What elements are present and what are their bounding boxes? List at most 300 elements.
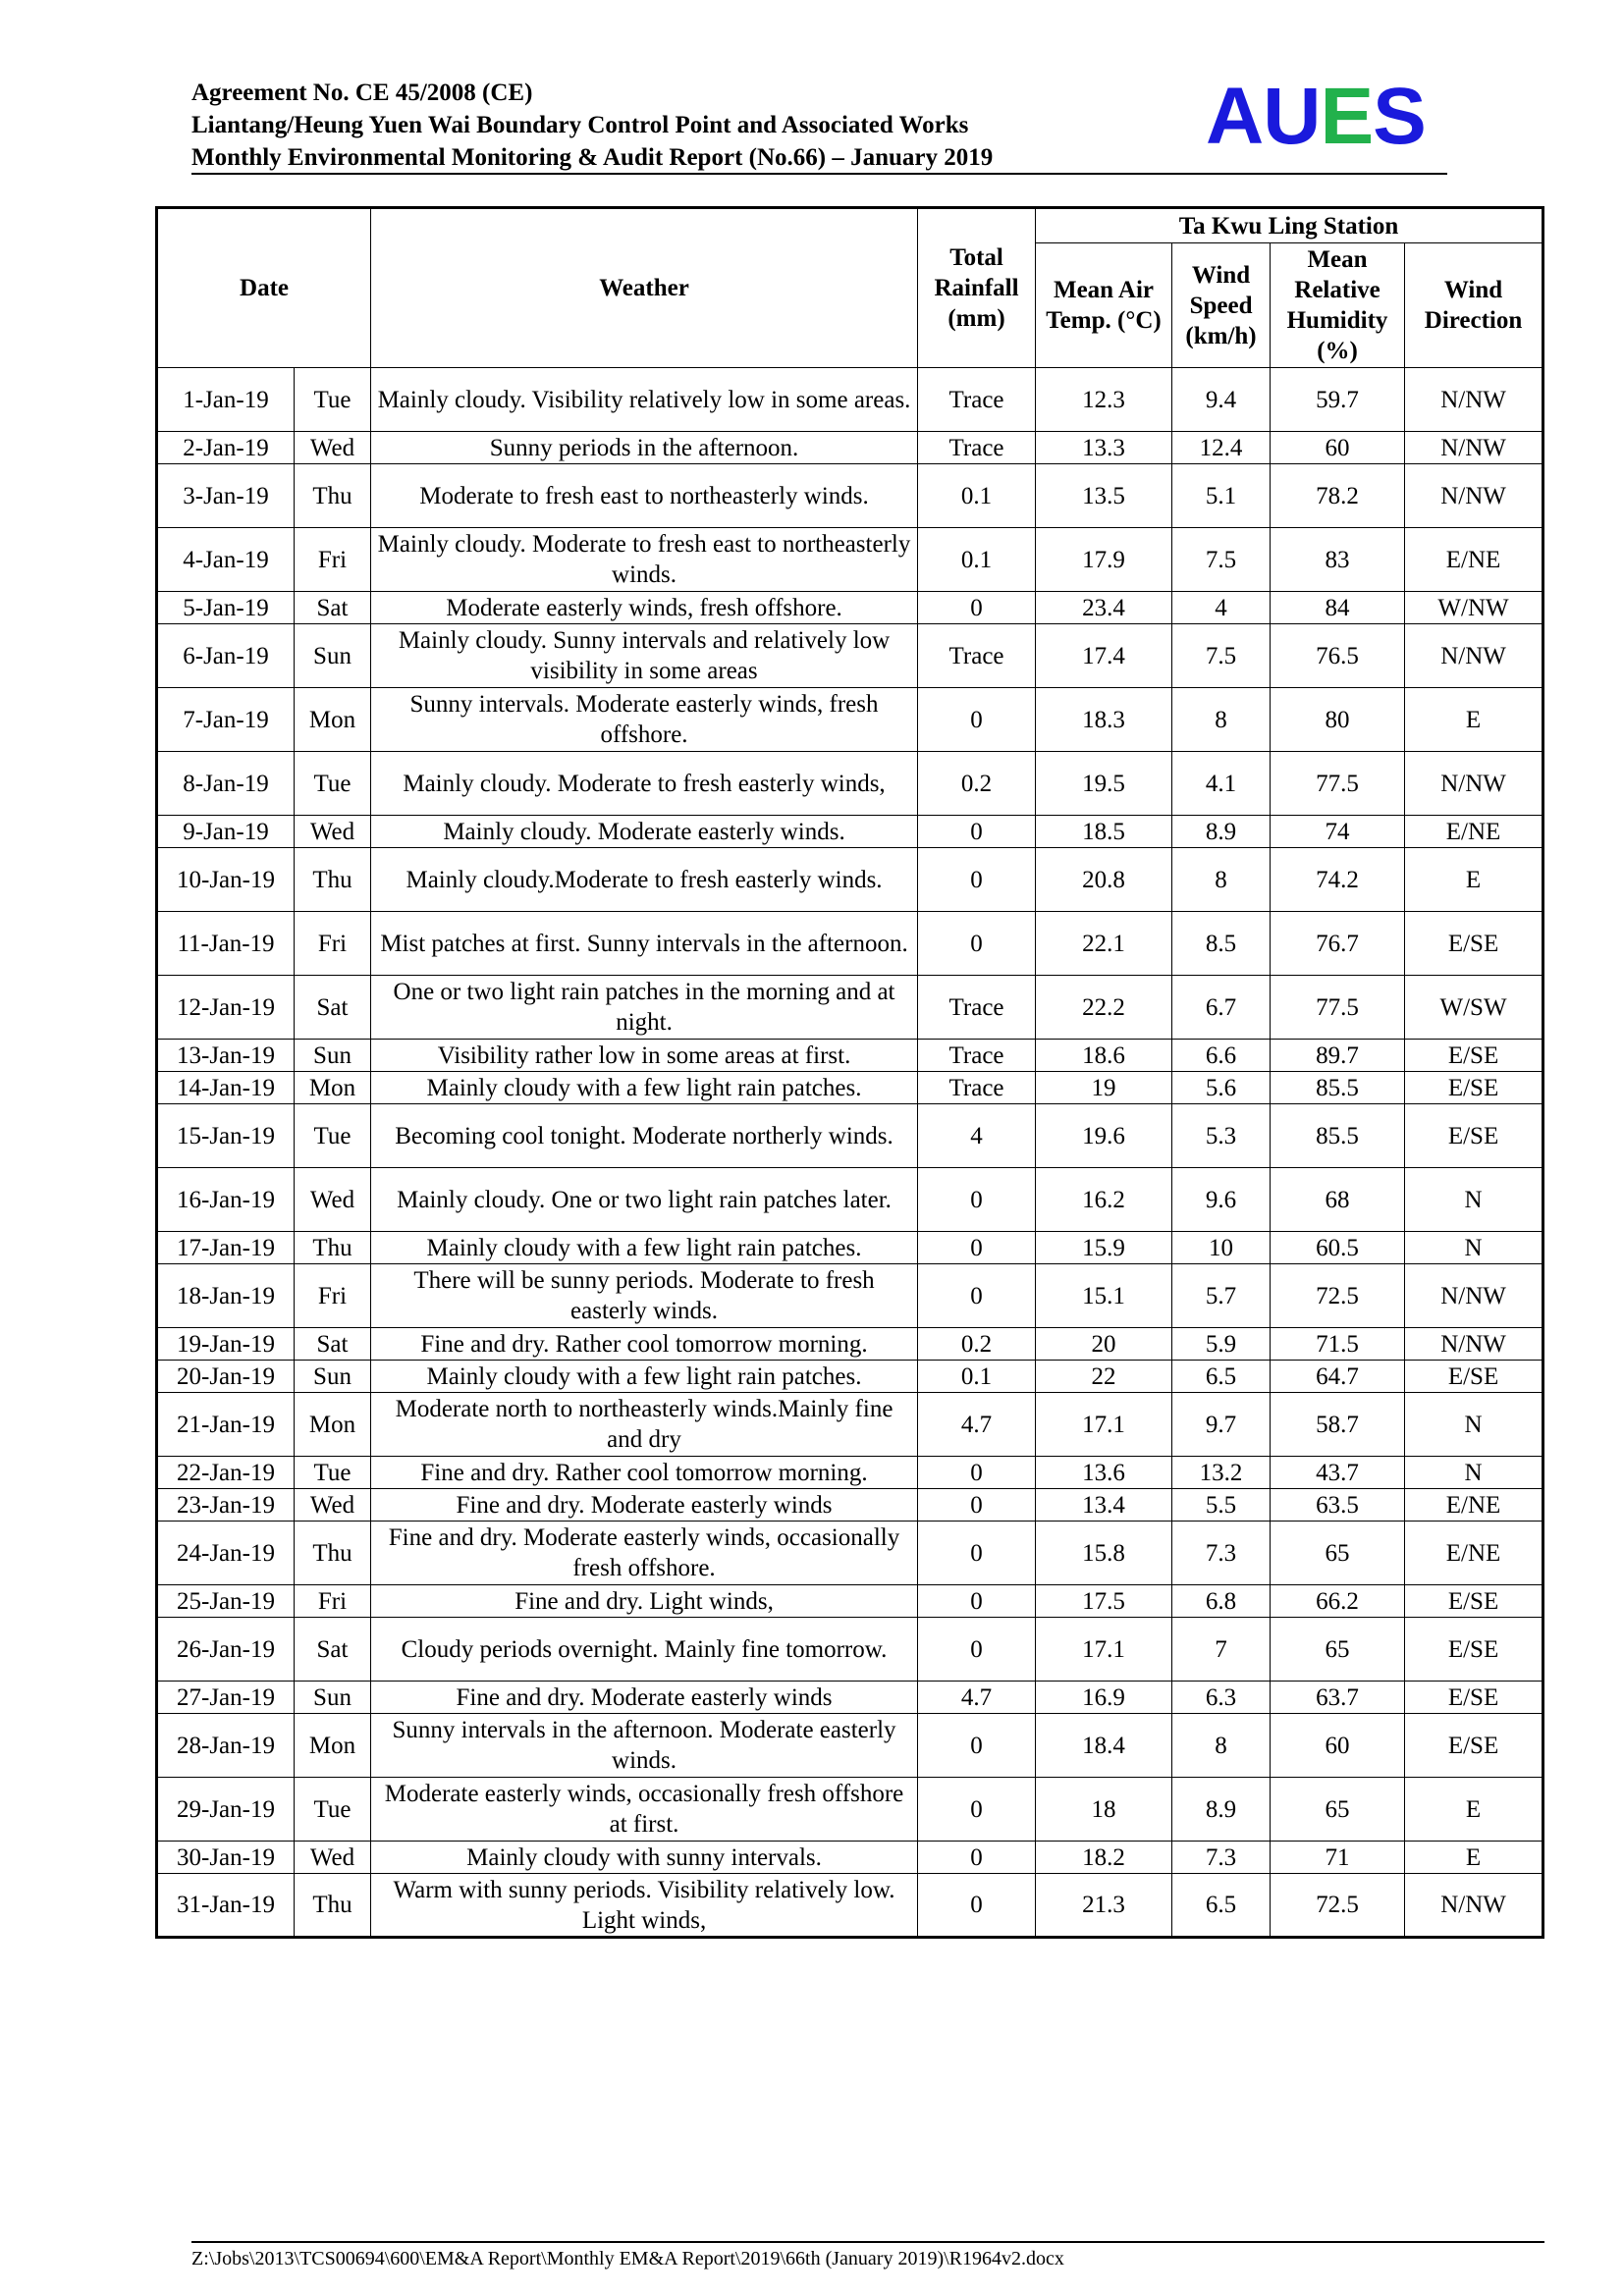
temp-cell: 22 xyxy=(1036,1361,1172,1393)
wind-direction-cell: N/NW xyxy=(1405,464,1543,528)
wind-direction-cell: E/NE xyxy=(1405,528,1543,592)
rainfall-cell: 0 xyxy=(918,1842,1036,1874)
wind-speed-cell: 9.6 xyxy=(1172,1168,1271,1232)
weather-cell: Mainly cloudy. Moderate to fresh east to northeasterly winds. xyxy=(371,528,918,592)
table-row xyxy=(157,1682,1543,1714)
table-row xyxy=(157,1585,1543,1618)
day-cell: Wed xyxy=(295,816,371,848)
day-cell: Tue xyxy=(295,1778,371,1842)
header-wind-speed: Wind Speed (km/h) xyxy=(1172,243,1271,368)
temp-cell: 13.3 xyxy=(1036,432,1172,464)
rainfall-cell: Trace xyxy=(918,432,1036,464)
wind-speed-cell: 6.5 xyxy=(1172,1874,1271,1938)
weather-cell: Mainly cloudy with sunny intervals. xyxy=(371,1842,918,1874)
temp-cell: 17.1 xyxy=(1036,1393,1172,1457)
table-row xyxy=(157,1072,1543,1104)
weather-cell: Mainly cloudy with a few light rain patches. xyxy=(371,1361,918,1393)
logo-letter: U xyxy=(1263,72,1321,161)
weather-cell: Mainly cloudy. Moderate easterly winds. xyxy=(371,816,918,848)
day-cell: Thu xyxy=(295,464,371,528)
date-cell: 19-Jan-19 xyxy=(157,1328,295,1361)
wind-direction-cell: N xyxy=(1405,1168,1543,1232)
wind-direction-cell: E/SE xyxy=(1405,1361,1543,1393)
wind-direction-cell: E/NE xyxy=(1405,1489,1543,1522)
rainfall-cell: Trace xyxy=(918,976,1036,1040)
temp-cell: 15.1 xyxy=(1036,1264,1172,1328)
header-weather: Weather xyxy=(371,208,918,368)
temp-cell: 23.4 xyxy=(1036,592,1172,624)
date-cell: 30-Jan-19 xyxy=(157,1842,295,1874)
date-cell: 11-Jan-19 xyxy=(157,912,295,976)
rainfall-cell: 0 xyxy=(918,688,1036,752)
wind-direction-cell: W/SW xyxy=(1405,976,1543,1040)
weather-cell: Mainly cloudy with a few light rain patches. xyxy=(371,1232,918,1264)
wind-direction-cell: N/NW xyxy=(1405,1874,1543,1938)
wind-speed-cell: 7.5 xyxy=(1172,624,1271,688)
wind-speed-cell: 5.7 xyxy=(1172,1264,1271,1328)
logo-letter: E xyxy=(1320,72,1374,161)
day-cell: Mon xyxy=(295,1072,371,1104)
humidity-cell: 74.2 xyxy=(1271,848,1405,912)
weather-cell: Moderate north to northeasterly winds.Mainly fine and dry xyxy=(371,1393,918,1457)
wind-direction-cell: N/NW xyxy=(1405,432,1543,464)
wind-speed-cell: 8 xyxy=(1172,848,1271,912)
date-cell: 20-Jan-19 xyxy=(157,1361,295,1393)
date-cell: 2-Jan-19 xyxy=(157,432,295,464)
table-row xyxy=(157,752,1543,816)
day-cell: Fri xyxy=(295,528,371,592)
humidity-cell: 80 xyxy=(1271,688,1405,752)
table-row xyxy=(157,1522,1543,1585)
weather-cell: Mainly cloudy. One or two light rain patches later. xyxy=(371,1168,918,1232)
rainfall-cell: 0 xyxy=(918,816,1036,848)
weather-cell: Sunny intervals in the afternoon. Moderate easterly winds. xyxy=(371,1714,918,1778)
date-cell: 23-Jan-19 xyxy=(157,1489,295,1522)
wind-direction-cell: E/SE xyxy=(1405,1682,1543,1714)
rainfall-cell: Trace xyxy=(918,1040,1036,1072)
day-cell: Sun xyxy=(295,1682,371,1714)
wind-speed-cell: 5.5 xyxy=(1172,1489,1271,1522)
wind-direction-cell: E/SE xyxy=(1405,1040,1543,1072)
table-row xyxy=(157,1489,1543,1522)
date-cell: 3-Jan-19 xyxy=(157,464,295,528)
day-cell: Sun xyxy=(295,1361,371,1393)
humidity-cell: 72.5 xyxy=(1271,1874,1405,1938)
weather-cell: Fine and dry. Moderate easterly winds xyxy=(371,1489,918,1522)
temp-cell: 17.1 xyxy=(1036,1618,1172,1682)
rainfall-cell: 4 xyxy=(918,1104,1036,1168)
table-row xyxy=(157,1264,1543,1328)
weather-cell: Cloudy periods overnight. Mainly fine tomorrow. xyxy=(371,1618,918,1682)
rainfall-cell: Trace xyxy=(918,624,1036,688)
day-cell: Fri xyxy=(295,1585,371,1618)
project-title: Liantang/Heung Yuen Wai Boundary Control Point and Associated Works xyxy=(191,112,969,138)
humidity-cell: 72.5 xyxy=(1271,1264,1405,1328)
wind-speed-cell: 6.3 xyxy=(1172,1682,1271,1714)
weather-cell: Fine and dry. Light winds, xyxy=(371,1585,918,1618)
date-cell: 16-Jan-19 xyxy=(157,1168,295,1232)
table-row xyxy=(157,976,1543,1040)
wind-direction-cell: E/SE xyxy=(1405,1104,1543,1168)
temp-cell: 13.4 xyxy=(1036,1489,1172,1522)
temp-cell: 15.8 xyxy=(1036,1522,1172,1585)
date-cell: 1-Jan-19 xyxy=(157,368,295,432)
wind-speed-cell: 7.3 xyxy=(1172,1522,1271,1585)
table-row xyxy=(157,592,1543,624)
wind-speed-cell: 10 xyxy=(1172,1232,1271,1264)
wind-speed-cell: 12.4 xyxy=(1172,432,1271,464)
wind-speed-cell: 7 xyxy=(1172,1618,1271,1682)
day-cell: Fri xyxy=(295,912,371,976)
rainfall-cell: 0 xyxy=(918,592,1036,624)
date-cell: 21-Jan-19 xyxy=(157,1393,295,1457)
wind-direction-cell: E xyxy=(1405,1778,1543,1842)
humidity-cell: 65 xyxy=(1271,1522,1405,1585)
temp-cell: 19.6 xyxy=(1036,1104,1172,1168)
day-cell: Sat xyxy=(295,976,371,1040)
rainfall-cell: 0 xyxy=(918,1618,1036,1682)
wind-speed-cell: 8 xyxy=(1172,1714,1271,1778)
date-cell: 18-Jan-19 xyxy=(157,1264,295,1328)
wind-direction-cell: E/NE xyxy=(1405,1522,1543,1585)
day-cell: Thu xyxy=(295,1522,371,1585)
temp-cell: 17.4 xyxy=(1036,624,1172,688)
humidity-cell: 68 xyxy=(1271,1168,1405,1232)
humidity-cell: 78.2 xyxy=(1271,464,1405,528)
date-cell: 29-Jan-19 xyxy=(157,1778,295,1842)
rainfall-cell: 0 xyxy=(918,1457,1036,1489)
wind-speed-cell: 8.9 xyxy=(1172,1778,1271,1842)
rainfall-cell: 0.1 xyxy=(918,528,1036,592)
weather-cell: Moderate easterly winds, occasionally fresh offshore at first. xyxy=(371,1778,918,1842)
date-cell: 7-Jan-19 xyxy=(157,688,295,752)
wind-speed-cell: 8 xyxy=(1172,688,1271,752)
rainfall-cell: 0.2 xyxy=(918,1328,1036,1361)
humidity-cell: 63.7 xyxy=(1271,1682,1405,1714)
wind-direction-cell: E/SE xyxy=(1405,912,1543,976)
table-row xyxy=(157,528,1543,592)
wind-speed-cell: 5.1 xyxy=(1172,464,1271,528)
weather-cell: Mainly cloudy.Moderate to fresh easterly winds. xyxy=(371,848,918,912)
humidity-cell: 63.5 xyxy=(1271,1489,1405,1522)
temp-cell: 16.9 xyxy=(1036,1682,1172,1714)
wind-direction-cell: N/NW xyxy=(1405,624,1543,688)
date-cell: 15-Jan-19 xyxy=(157,1104,295,1168)
wind-direction-cell: N xyxy=(1405,1457,1543,1489)
table-row xyxy=(157,816,1543,848)
table-row xyxy=(157,432,1543,464)
day-cell: Mon xyxy=(295,1714,371,1778)
day-cell: Wed xyxy=(295,1489,371,1522)
date-cell: 24-Jan-19 xyxy=(157,1522,295,1585)
wind-direction-cell: N xyxy=(1405,1232,1543,1264)
footer-divider xyxy=(191,2241,1544,2243)
humidity-cell: 89.7 xyxy=(1271,1040,1405,1072)
rainfall-cell: 0.1 xyxy=(918,464,1036,528)
header-station: Ta Kwu Ling Station xyxy=(1036,208,1543,243)
table-row xyxy=(157,368,1543,432)
wind-speed-cell: 8.9 xyxy=(1172,816,1271,848)
humidity-cell: 65 xyxy=(1271,1778,1405,1842)
humidity-cell: 85.5 xyxy=(1271,1104,1405,1168)
table-row xyxy=(157,1457,1543,1489)
rainfall-cell: 0 xyxy=(918,848,1036,912)
temp-cell: 18 xyxy=(1036,1778,1172,1842)
weather-cell: Becoming cool tonight. Moderate northerly winds. xyxy=(371,1104,918,1168)
humidity-cell: 60 xyxy=(1271,432,1405,464)
weather-cell: Fine and dry. Rather cool tomorrow morning. xyxy=(371,1328,918,1361)
rainfall-cell: 0 xyxy=(918,912,1036,976)
wind-speed-cell: 4 xyxy=(1172,592,1271,624)
temp-cell: 19.5 xyxy=(1036,752,1172,816)
rainfall-cell: 0.1 xyxy=(918,1361,1036,1393)
humidity-cell: 84 xyxy=(1271,592,1405,624)
temp-cell: 18.3 xyxy=(1036,688,1172,752)
weather-cell: There will be sunny periods. Moderate to fresh easterly winds. xyxy=(371,1264,918,1328)
date-cell: 4-Jan-19 xyxy=(157,528,295,592)
table-row xyxy=(157,1232,1543,1264)
day-cell: Tue xyxy=(295,752,371,816)
humidity-cell: 60.5 xyxy=(1271,1232,1405,1264)
humidity-cell: 76.7 xyxy=(1271,912,1405,976)
day-cell: Thu xyxy=(295,1874,371,1938)
wind-speed-cell: 5.6 xyxy=(1172,1072,1271,1104)
temp-cell: 18.5 xyxy=(1036,816,1172,848)
table-row xyxy=(157,624,1543,688)
header-divider xyxy=(191,173,1447,175)
temp-cell: 21.3 xyxy=(1036,1874,1172,1938)
temp-cell: 20.8 xyxy=(1036,848,1172,912)
day-cell: Sun xyxy=(295,624,371,688)
table-row xyxy=(157,912,1543,976)
wind-speed-cell: 4.1 xyxy=(1172,752,1271,816)
date-cell: 28-Jan-19 xyxy=(157,1714,295,1778)
weather-cell: Warm with sunny periods. Visibility relatively low. Light winds, xyxy=(371,1874,918,1938)
day-cell: Tue xyxy=(295,368,371,432)
date-cell: 6-Jan-19 xyxy=(157,624,295,688)
temp-cell: 17.9 xyxy=(1036,528,1172,592)
humidity-cell: 77.5 xyxy=(1271,752,1405,816)
wind-speed-cell: 9.7 xyxy=(1172,1393,1271,1457)
date-cell: 10-Jan-19 xyxy=(157,848,295,912)
rainfall-cell: 0 xyxy=(918,1778,1036,1842)
weather-data-table xyxy=(155,206,1544,1939)
day-cell: Tue xyxy=(295,1457,371,1489)
humidity-cell: 60 xyxy=(1271,1714,1405,1778)
day-cell: Wed xyxy=(295,1842,371,1874)
table-row xyxy=(157,688,1543,752)
temp-cell: 22.1 xyxy=(1036,912,1172,976)
rainfall-cell: 4.7 xyxy=(918,1682,1036,1714)
day-cell: Wed xyxy=(295,432,371,464)
wind-direction-cell: N/NW xyxy=(1405,1328,1543,1361)
rainfall-cell: 0 xyxy=(918,1168,1036,1232)
rainfall-cell: 0 xyxy=(918,1264,1036,1328)
file-path-footer: Z:\Jobs\2013\TCS00694\600\EM&A Report\Monthly EM&A Report\2019\66th (January 2019)\R1964v2.docx xyxy=(191,2248,1064,2269)
day-cell: Mon xyxy=(295,688,371,752)
temp-cell: 13.6 xyxy=(1036,1457,1172,1489)
temp-cell: 18.4 xyxy=(1036,1714,1172,1778)
wind-direction-cell: E/SE xyxy=(1405,1072,1543,1104)
wind-direction-cell: E/NE xyxy=(1405,816,1543,848)
date-cell: 17-Jan-19 xyxy=(157,1232,295,1264)
day-cell: Sat xyxy=(295,592,371,624)
weather-cell: Moderate to fresh east to northeasterly winds. xyxy=(371,464,918,528)
header-humidity: Mean Relative Humidity (%) xyxy=(1271,243,1405,368)
weather-cell: Fine and dry. Rather cool tomorrow morning. xyxy=(371,1457,918,1489)
humidity-cell: 76.5 xyxy=(1271,624,1405,688)
weather-cell: Mist patches at first. Sunny intervals in the afternoon. xyxy=(371,912,918,976)
table-body xyxy=(157,368,1543,1938)
humidity-cell: 65 xyxy=(1271,1618,1405,1682)
temp-cell: 20 xyxy=(1036,1328,1172,1361)
temp-cell: 15.9 xyxy=(1036,1232,1172,1264)
wind-direction-cell: N/NW xyxy=(1405,752,1543,816)
day-cell: Sat xyxy=(295,1328,371,1361)
wind-speed-cell: 5.9 xyxy=(1172,1328,1271,1361)
wind-speed-cell: 6.5 xyxy=(1172,1361,1271,1393)
wind-direction-cell: N xyxy=(1405,1393,1543,1457)
table-row xyxy=(157,1842,1543,1874)
date-cell: 13-Jan-19 xyxy=(157,1040,295,1072)
date-cell: 9-Jan-19 xyxy=(157,816,295,848)
temp-cell: 18.2 xyxy=(1036,1842,1172,1874)
humidity-cell: 77.5 xyxy=(1271,976,1405,1040)
wind-speed-cell: 6.7 xyxy=(1172,976,1271,1040)
table-row xyxy=(157,464,1543,528)
wind-speed-cell: 13.2 xyxy=(1172,1457,1271,1489)
wind-speed-cell: 6.6 xyxy=(1172,1040,1271,1072)
wind-direction-cell: W/NW xyxy=(1405,592,1543,624)
humidity-cell: 64.7 xyxy=(1271,1361,1405,1393)
logo-letter: S xyxy=(1373,72,1426,161)
day-cell: Fri xyxy=(295,1264,371,1328)
wind-direction-cell: E/SE xyxy=(1405,1618,1543,1682)
wind-direction-cell: N/NW xyxy=(1405,1264,1543,1328)
day-cell: Tue xyxy=(295,1104,371,1168)
table-row xyxy=(157,848,1543,912)
humidity-cell: 71.5 xyxy=(1271,1328,1405,1361)
rainfall-cell: 0 xyxy=(918,1874,1036,1938)
day-cell: Sun xyxy=(295,1040,371,1072)
weather-cell: Mainly cloudy. Visibility relatively low in some areas. xyxy=(371,368,918,432)
humidity-cell: 59.7 xyxy=(1271,368,1405,432)
table-row xyxy=(157,1874,1543,1938)
report-title: Monthly Environmental Monitoring & Audit Report (No.66) – January 2019 xyxy=(191,144,994,171)
weather-cell: Mainly cloudy with a few light rain patches. xyxy=(371,1072,918,1104)
humidity-cell: 66.2 xyxy=(1271,1585,1405,1618)
humidity-cell: 83 xyxy=(1271,528,1405,592)
table-row xyxy=(157,1778,1543,1842)
rainfall-cell: Trace xyxy=(918,1072,1036,1104)
weather-cell: Fine and dry. Moderate easterly winds xyxy=(371,1682,918,1714)
date-cell: 22-Jan-19 xyxy=(157,1457,295,1489)
rainfall-cell: 0 xyxy=(918,1232,1036,1264)
wind-direction-cell: E xyxy=(1405,1842,1543,1874)
wind-direction-cell: E xyxy=(1405,848,1543,912)
header-temp: Mean Air Temp. (°C) xyxy=(1036,243,1172,368)
temp-cell: 19 xyxy=(1036,1072,1172,1104)
weather-cell: One or two light rain patches in the morning and at night. xyxy=(371,976,918,1040)
rainfall-cell: 0 xyxy=(918,1714,1036,1778)
weather-cell: Sunny periods in the afternoon. xyxy=(371,432,918,464)
header-rainfall: Total Rainfall (mm) xyxy=(918,208,1036,368)
temp-cell: 18.6 xyxy=(1036,1040,1172,1072)
humidity-cell: 71 xyxy=(1271,1842,1405,1874)
wind-direction-cell: E/SE xyxy=(1405,1714,1543,1778)
rainfall-cell: 0 xyxy=(918,1522,1036,1585)
table-row xyxy=(157,1040,1543,1072)
date-cell: 12-Jan-19 xyxy=(157,976,295,1040)
day-cell: Thu xyxy=(295,1232,371,1264)
temp-cell: 13.5 xyxy=(1036,464,1172,528)
table-row xyxy=(157,1104,1543,1168)
date-cell: 5-Jan-19 xyxy=(157,592,295,624)
temp-cell: 12.3 xyxy=(1036,368,1172,432)
agreement-number: Agreement No. CE 45/2008 (CE) xyxy=(191,80,533,106)
humidity-cell: 74 xyxy=(1271,816,1405,848)
weather-cell: Moderate easterly winds, fresh offshore. xyxy=(371,592,918,624)
rainfall-cell: 0 xyxy=(918,1585,1036,1618)
date-cell: 25-Jan-19 xyxy=(157,1585,295,1618)
wind-direction-cell: E/SE xyxy=(1405,1585,1543,1618)
weather-cell: Visibility rather low in some areas at first. xyxy=(371,1040,918,1072)
table-row xyxy=(157,1393,1543,1457)
date-cell: 14-Jan-19 xyxy=(157,1072,295,1104)
temp-cell: 22.2 xyxy=(1036,976,1172,1040)
table-row xyxy=(157,1618,1543,1682)
wind-speed-cell: 5.3 xyxy=(1172,1104,1271,1168)
wind-direction-cell: E xyxy=(1405,688,1543,752)
table-row xyxy=(157,1714,1543,1778)
day-cell: Mon xyxy=(295,1393,371,1457)
rainfall-cell: 4.7 xyxy=(918,1393,1036,1457)
temp-cell: 17.5 xyxy=(1036,1585,1172,1618)
header-wind-direction: Wind Direction xyxy=(1405,243,1543,368)
wind-speed-cell: 6.8 xyxy=(1172,1585,1271,1618)
humidity-cell: 43.7 xyxy=(1271,1457,1405,1489)
rainfall-cell: 0.2 xyxy=(918,752,1036,816)
wind-speed-cell: 8.5 xyxy=(1172,912,1271,976)
weather-cell: Sunny intervals. Moderate easterly winds, fresh offshore. xyxy=(371,688,918,752)
day-cell: Sat xyxy=(295,1618,371,1682)
date-cell: 8-Jan-19 xyxy=(157,752,295,816)
weather-cell: Fine and dry. Moderate easterly winds, occasionally fresh offshore. xyxy=(371,1522,918,1585)
date-cell: 26-Jan-19 xyxy=(157,1618,295,1682)
table-row xyxy=(157,1168,1543,1232)
wind-direction-cell: N/NW xyxy=(1405,368,1543,432)
temp-cell: 16.2 xyxy=(1036,1168,1172,1232)
rainfall-cell: 0 xyxy=(918,1489,1036,1522)
day-cell: Thu xyxy=(295,848,371,912)
wind-speed-cell: 7.5 xyxy=(1172,528,1271,592)
header-date: Date xyxy=(157,208,371,368)
logo-letter: A xyxy=(1206,72,1264,161)
humidity-cell: 58.7 xyxy=(1271,1393,1405,1457)
aues-logo xyxy=(1206,72,1426,161)
table-row xyxy=(157,1361,1543,1393)
date-cell: 27-Jan-19 xyxy=(157,1682,295,1714)
date-cell: 31-Jan-19 xyxy=(157,1874,295,1938)
humidity-cell: 85.5 xyxy=(1271,1072,1405,1104)
day-cell: Wed xyxy=(295,1168,371,1232)
weather-cell: Mainly cloudy. Moderate to fresh easterly winds, xyxy=(371,752,918,816)
table-row xyxy=(157,1328,1543,1361)
weather-cell: Mainly cloudy. Sunny intervals and relatively low visibility in some areas xyxy=(371,624,918,688)
wind-speed-cell: 9.4 xyxy=(1172,368,1271,432)
wind-speed-cell: 7.3 xyxy=(1172,1842,1271,1874)
rainfall-cell: Trace xyxy=(918,368,1036,432)
